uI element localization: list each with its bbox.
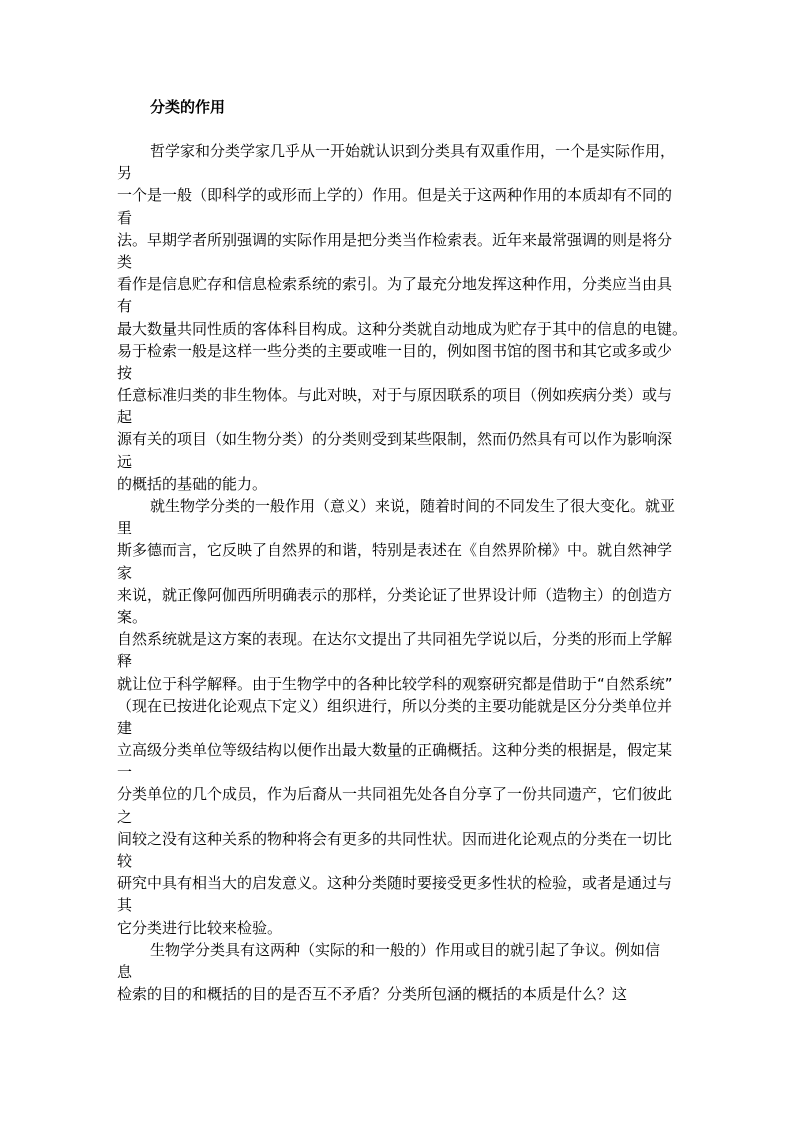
text-line: 其: [117, 896, 133, 915]
body-text: [117, 140, 688, 1005]
text-line: 有: [117, 297, 133, 316]
text-line: 释: [117, 652, 133, 671]
text-line: （现在已按进化论观点下定义）组织进行，所以分类的主要功能就是区分分类单位并: [117, 696, 673, 715]
text-line: 就让位于科学解释。由于生物学中的各种比较学科的观察研究都是借助于“自然系统”: [117, 674, 673, 693]
text-line: 看作是信息贮存和信息检索系统的索引。为了最充分地发挥这种作用，分类应当由具: [117, 275, 673, 294]
text-line: 较: [117, 852, 133, 870]
text-line: 生物学分类具有这两种（实际的和一般的）作用或目的就引起了争议。例如信: [150, 940, 661, 959]
text-line: 哲学家和分类学家几乎从一开始就认识到分类具有双重作用，一个是实际作用，: [150, 142, 676, 160]
text-line: 的概括的基础的能力。: [117, 474, 268, 493]
text-line: 分类单位的几个成员，作为后裔从一共同祖先处各自分享了一份共同遗产，它们彼此: [117, 785, 673, 804]
text-line: 起: [117, 408, 133, 427]
text-line: 建: [117, 718, 133, 737]
text-line: 最大数量共同性质的客体科目构成。这种分类就自动地成为贮存于其中的信息的电键。: [117, 319, 688, 338]
text-line: 案。: [117, 607, 148, 626]
text-line: 立高级分类单位等级结构以便作出最大数量的正确概括。这种分类的根据是，假定某: [117, 741, 673, 760]
text-line: 另: [117, 164, 133, 183]
text-line: 之: [117, 807, 133, 826]
text-line: 法。早期学者所别强调的实际作用是把分类当作检索表。近年来最常强调的则是将分: [117, 230, 673, 249]
text-line: 类: [117, 252, 133, 271]
text-line: 研究中具有相当大的启发意义。这种分类随时要接受更多性状的检验，或者是通过与: [117, 874, 673, 893]
text-line: 斯多德而言，它反映了自然界的和谐，特别是表述在《自然界阶梯》中。就自然神学: [117, 541, 673, 560]
text-line: 远: [117, 452, 133, 471]
text-line: 息: [117, 962, 133, 981]
text-line: 检索的目的和概括的目的是否互不矛盾？分类所包涵的概括的本质是什么？这: [117, 985, 628, 1004]
text-line: 家: [117, 563, 133, 582]
text-line: 易于检索一般是这样一些分类的主要或唯一目的，例如图书馆的图书和其它或多或少: [117, 341, 673, 360]
text-line: 任意标准归类的非生物体。与此对映，对于与原因联系的项目（例如疾病分类）或与: [117, 386, 673, 405]
text-line: 里: [117, 519, 133, 538]
text-line: 一: [117, 763, 133, 782]
text-line: 它分类进行比较来检验。: [117, 918, 283, 937]
text-line: 间较之没有这种关系的物种将会有更多的共同性状。因而进化论观点的分类在一切比: [117, 829, 673, 848]
text-line: 自然系统就是这方案的表现。在达尔文提出了共同祖先学说以后，分类的形而上学解: [117, 630, 673, 649]
text-line: 一个是一般（即科学的或形而上学的）作用。但是关于这两种作用的本质却有不同的: [117, 186, 673, 205]
text-line: 源有关的项目（如生物分类）的分类则受到某些限制，然而仍然具有可以作为影响深: [117, 430, 673, 449]
text-line: 就生物学分类的一般作用（意义）来说，随着时间的不同发生了很大变化。就亚: [150, 497, 676, 515]
page-title: 分类的作用: [150, 98, 226, 116]
text-line: 看: [117, 208, 133, 227]
text-line: 按: [117, 363, 133, 382]
text-line: 来说，就正像阿伽西所明确表示的那样，分类论证了世界设计师（造物主）的创造方: [117, 585, 673, 604]
